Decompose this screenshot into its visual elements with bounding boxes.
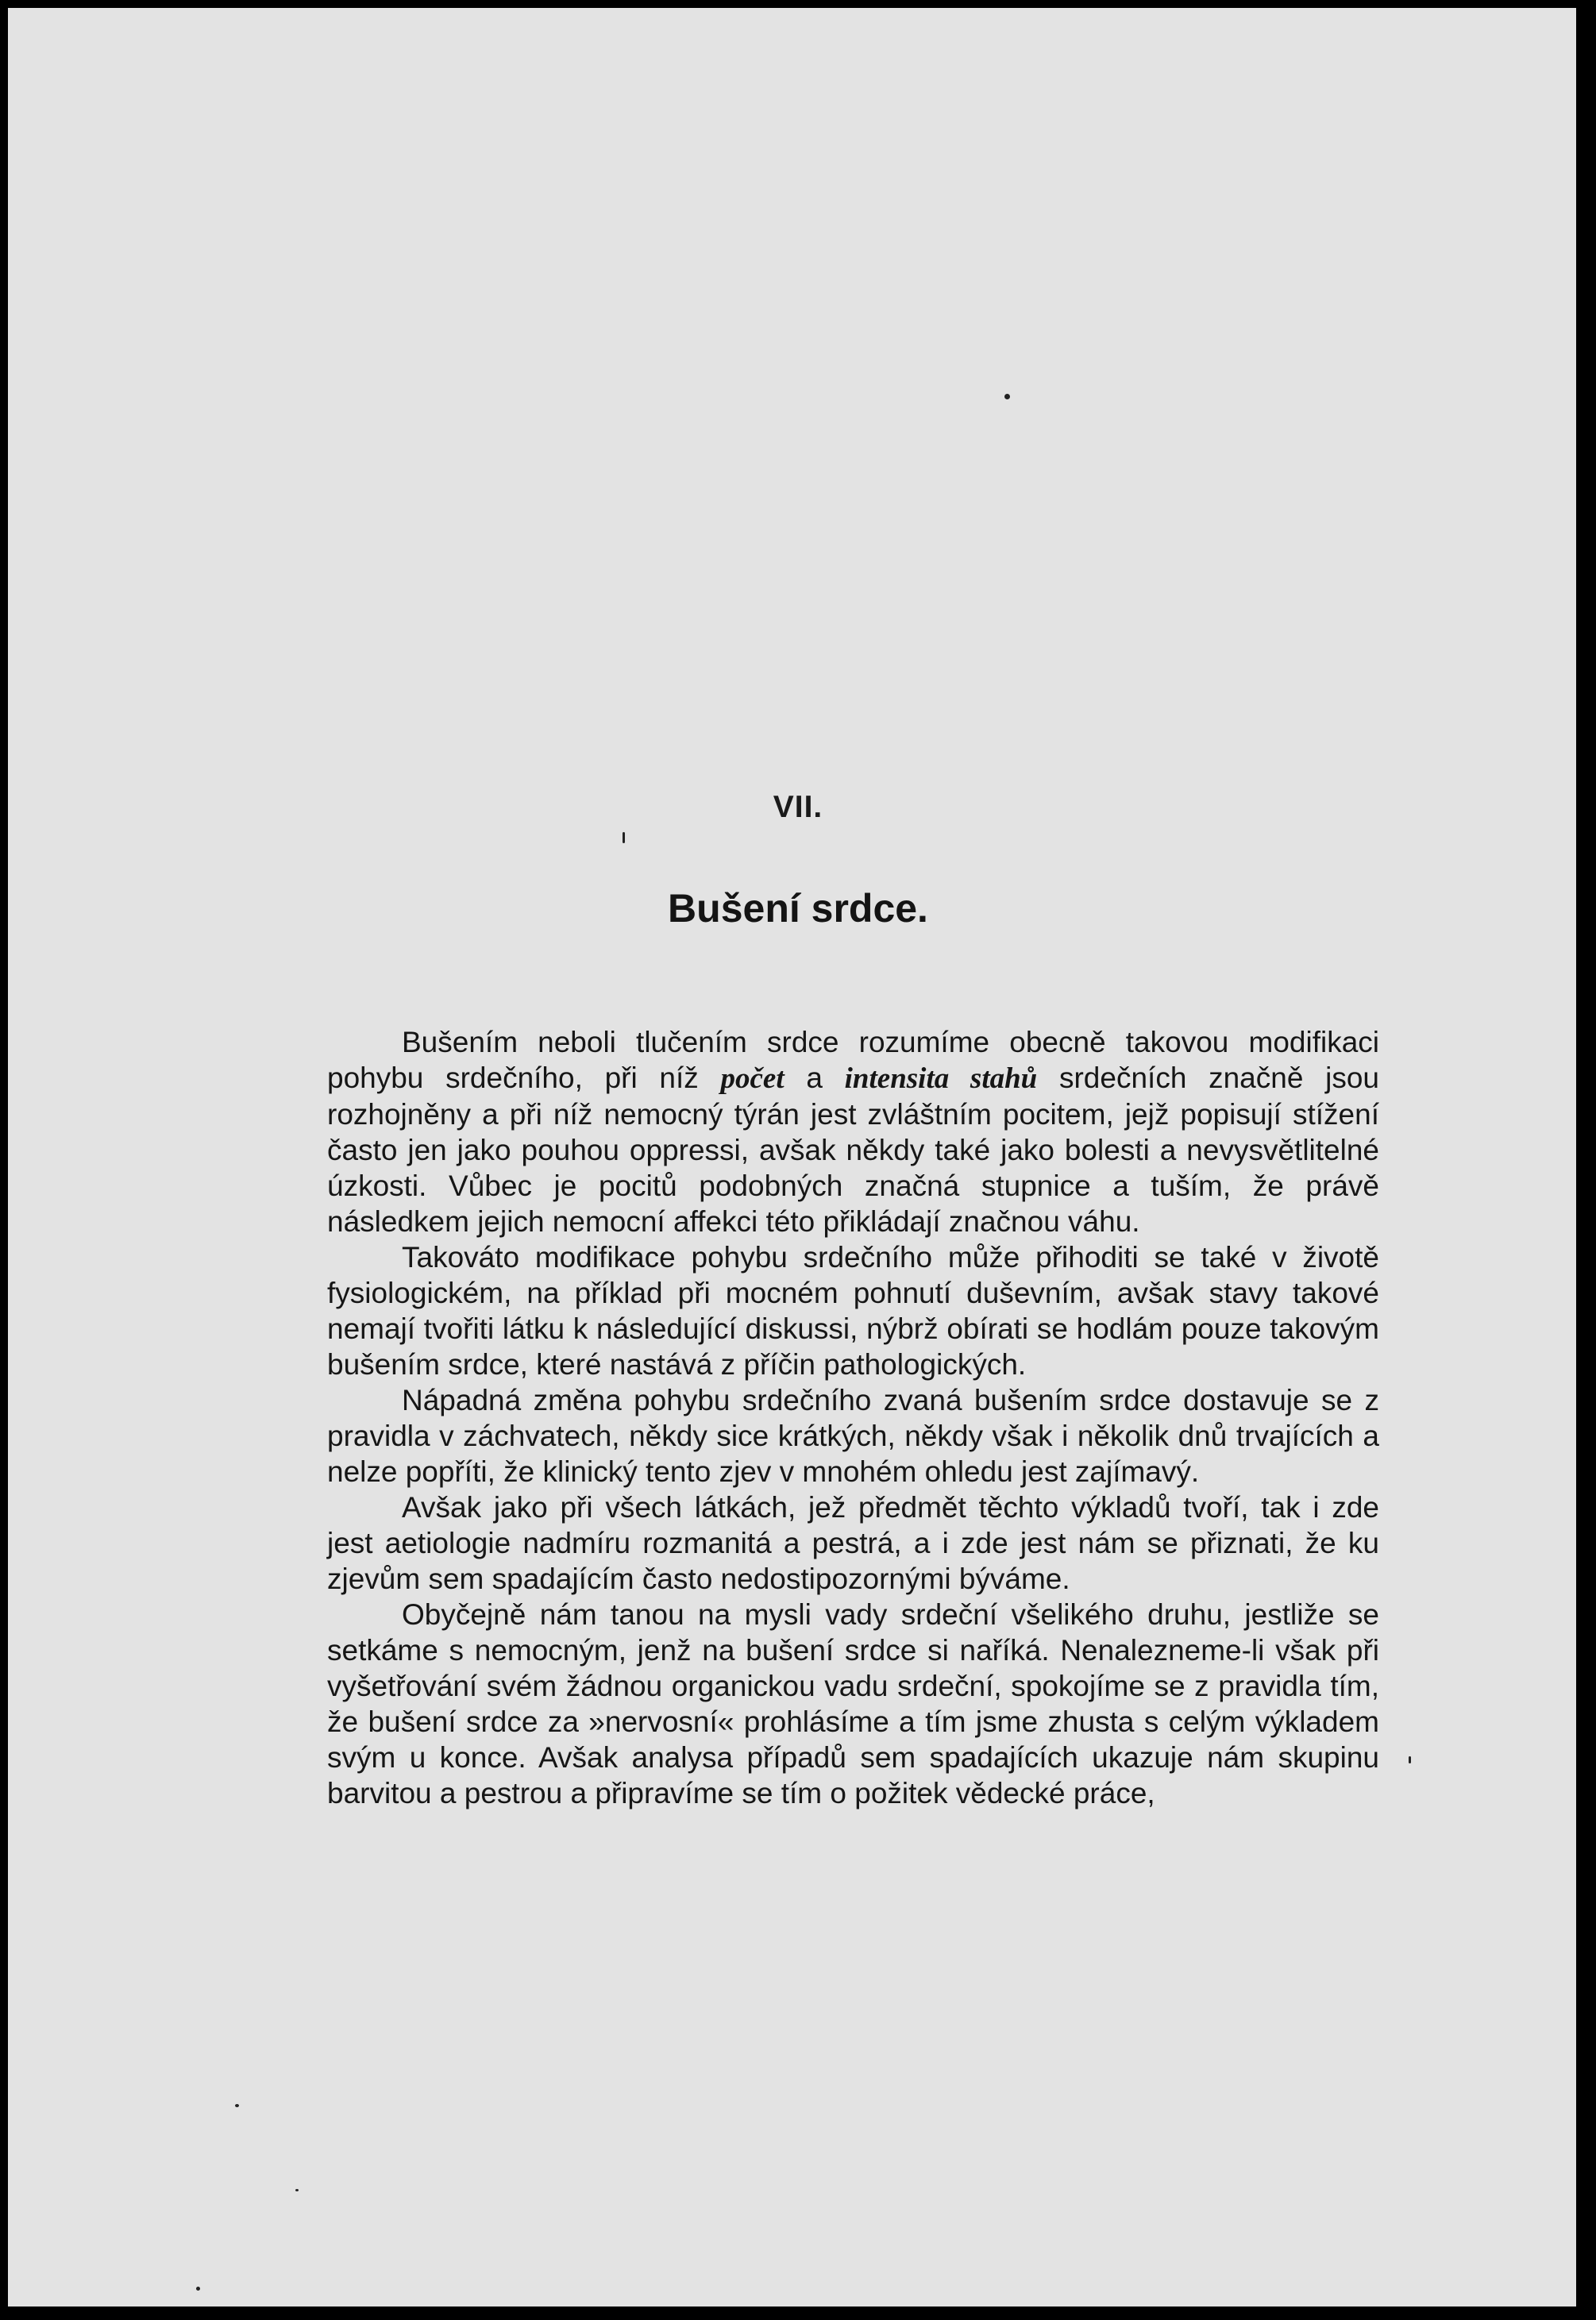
paragraph: Obyčejně nám tanou na mysli vady srdeční všelikého druhu, jestliže se setkáme s nemocným, jenž na bušení srdce si naříká. Nenalezneme-li však při vyšetřování svém žádnou organickou vadu srdeční, spokojíme se z pravidla tím, že bušení srdce za »nervosní« prohlásíme a tím jsme zhusta s celým výkladem svým u konce. Avšak analysa případů sem spadajících ukazuje nám skupinu barvitou a pestrou a připravíme se tím o požitek vědecké práce,: [327, 1598, 1379, 1809]
dust-speck: [1004, 394, 1010, 399]
dust-speck: [1409, 1756, 1411, 1763]
paragraph: Nápadná změna pohybu srdečního zvaná bušením srdce dostavuje se z pravidla v záchvatech, někdy sice krátkých, někdy však i několik dnů trvajících a nelze popříti, že klinický tento zjev v mnohém ohledu jest zajímavý.: [327, 1384, 1379, 1488]
paragraph: [327, 1024, 1379, 1239]
chapter-number: VII.: [773, 790, 823, 824]
chapter-title: Bušení srdce.: [668, 886, 928, 931]
body-text: [327, 1024, 1379, 1811]
paragraph: Avšak jako při všech látkách, jež předmět těchto výkladů tvoří, tak i zde jest aetiologie nadmíru rozmanitá a pestrá, a i zde jest nám se přiznati, že ku zjevům sem spadajícím často nedostipozornými býváme.: [327, 1491, 1379, 1595]
dust-speck: [196, 2287, 200, 2291]
dust-speck: [295, 2189, 299, 2191]
paragraph-text: a: [784, 1062, 845, 1094]
italic-term: intensita stahů: [844, 1062, 1038, 1095]
paragraph: Takováto modifikace pohybu srdečního může přihoditi se také v životě fysiologickém, na příklad při mocném pohnutí duševním, avšak stavy takové nemají tvořiti látku k následující diskussi, nýbrž obírati se hodlám pouze takovým bušením srdce, které nastává z příčin pathologických.: [327, 1241, 1379, 1381]
paragraph-text: srdečních značně jsou rozhojněny a při níž nemocný týrán jest zvláštním pocitem, jejž popisují stížení často jen jako pouhou oppressi, avšak někdy také jako bolesti a nevysvětlitelné úzkosti. Vůbec je pocitů podobných značná stupnice a tuším, že právě následkem jejich nemocní affekci této přikládají značnou váhu.: [327, 1062, 1380, 1238]
italic-term: počet: [720, 1062, 785, 1095]
dust-speck: [235, 2104, 239, 2107]
paragraph-text: Bušením neboli tlučením srdce rozumíme obecně takovou modifikaci pohybu srdečního, při níž: [327, 1026, 1379, 1094]
dust-speck: [623, 832, 625, 843]
